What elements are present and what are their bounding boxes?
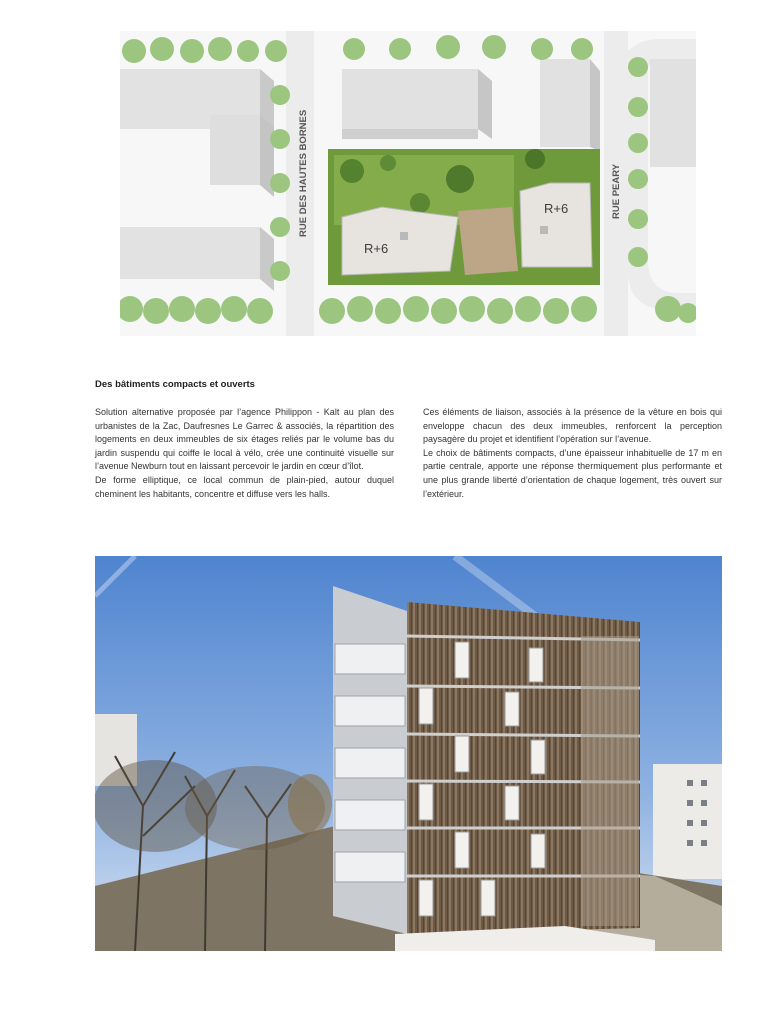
street-label-right: RUE PEARY	[611, 163, 622, 219]
building-photo	[95, 556, 722, 951]
left-paragraph-2: De forme elliptique, ce local commun de plain-pied, autour duquel cheminent les habitants, concentre et diffuse vers les halls.	[95, 474, 394, 499]
building-left	[342, 207, 458, 275]
left-column	[95, 406, 394, 501]
building-right-label: R+6	[544, 201, 569, 216]
site-plan	[120, 31, 696, 336]
right-column	[423, 406, 722, 501]
section-heading: Des bâtiments compacts et ouverts	[95, 379, 255, 390]
building-right	[520, 183, 592, 267]
right-paragraph-1: Ces éléments de liaison, associés à la présence de la vêture en bois qui enveloppe chacun des deux immeubles, renforcent la perception paysagère du projet et identifient l’opération sur l’avenue.	[423, 407, 722, 445]
left-paragraph-1: Solution alternative proposée par l’agence Philippon - Kalt au plan des urbanistes de la Zac, Daufresnes Le Garrec & associés, la répartition des logements en deux immeubles de six étages reliés par le volume bas du jardin suspendu qui coiffe le local à vélo, crée une continuité visuelle sur l’avenue Newburn tout en laissant percevoir le jardin en cœur d’îlot.	[95, 407, 394, 472]
right-paragraph-2: Le choix de bâtiments compacts, d’une épaisseur inhabituelle de 17 m en partie centrale, apporte une réponse thermiquement plus performante et une plus grande liberté d’orientation de chaque logement, très ouvert sur l’extérieur.	[423, 447, 722, 499]
building-left-label: R+6	[364, 241, 389, 256]
street-label-left: RUE DES HAUTES BORNES	[298, 109, 309, 237]
